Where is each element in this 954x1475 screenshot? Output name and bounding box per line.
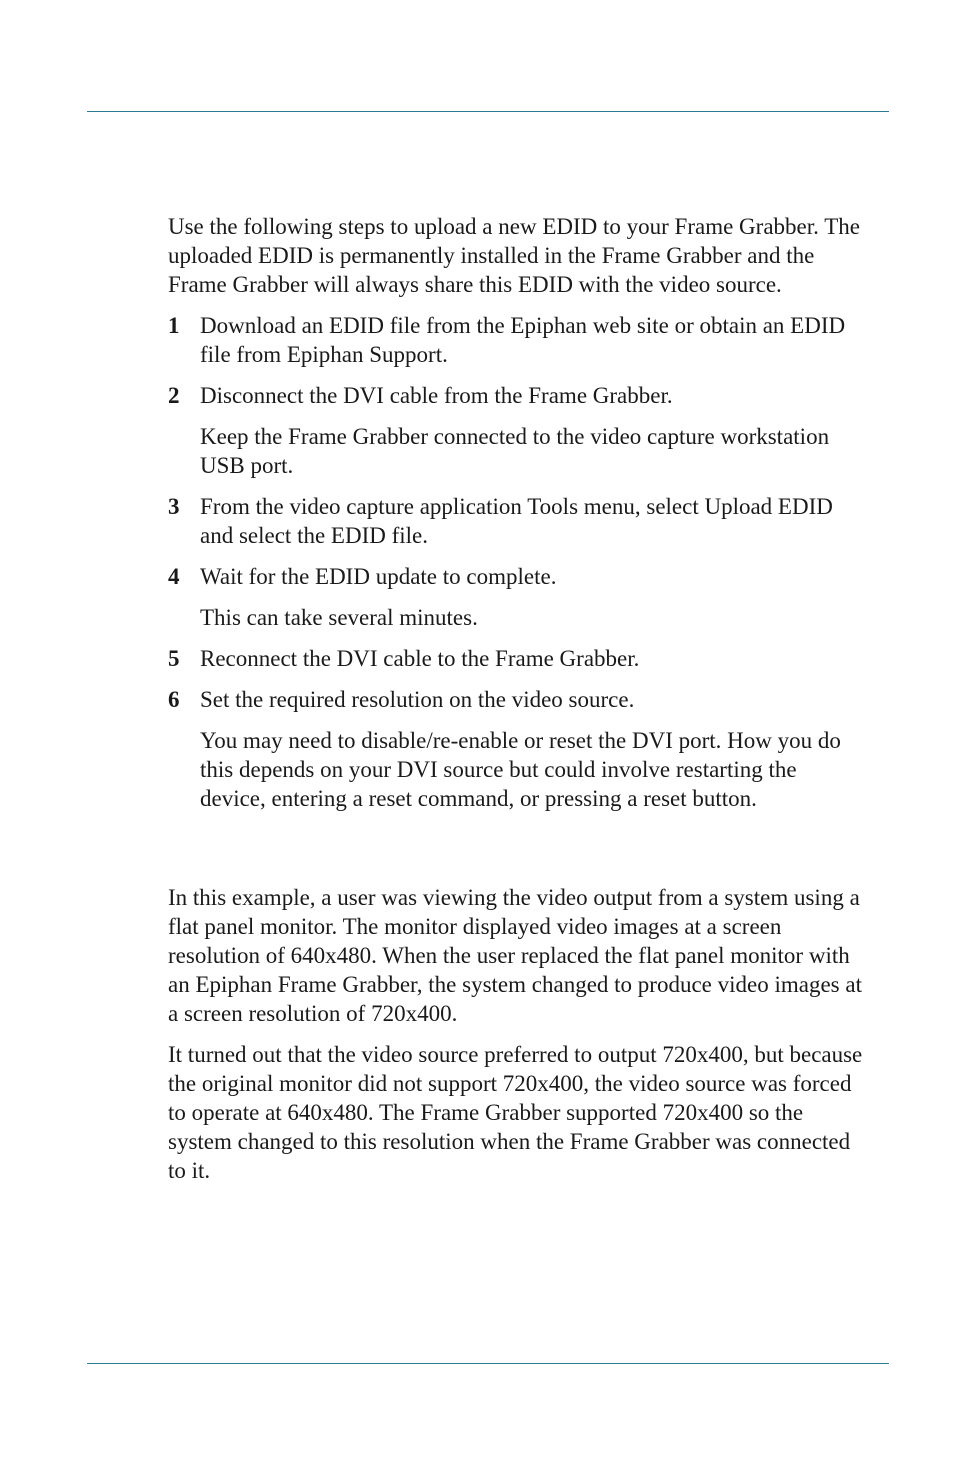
upload-steps-list [168,311,868,813]
step-item [168,381,868,410]
step-text: Set the required resolution on the video source. [200,687,635,712]
step-text: Wait for the EDID update to complete. [200,564,557,589]
section-spacer [168,825,868,883]
step-text: Download an EDID file from the Epiphan web site or obtain an EDID file from Epiphan Support. [200,313,846,367]
step-item [168,492,868,550]
example-paragraph-2: It turned out that the video source preferred to output 720x400, but because the original monitor did not support 720x400, the video source was forced to operate at 640x480. The Frame Grabber supported 720x400 so the system changed to this resolution when the Frame Grabber was connected to it. [168,1042,863,1183]
step-text: From the video capture application Tools menu, select Upload EDID and select the EDID file. [200,494,833,548]
step-item [168,311,868,369]
header-rule [87,111,889,112]
step-note: You may need to disable/re-enable or reset the DVI port. How you do this depends on your DVI source but could involve restarting the device, entering a reset command, or pressing a reset button. [200,728,841,811]
example-paragraph-1: In this example, a user was viewing the video output from a system using a flat panel monitor. The monitor displayed video images at a screen resolution of 640x480. When the user replaced the flat panel monitor with an Epiphan Frame Grabber, the system changed to produce video images at a screen resolution of 720x400. [168,885,862,1026]
step-text: Reconnect the DVI cable to the Frame Grabber. [200,646,640,671]
intro-paragraph: Use the following steps to upload a new EDID to your Frame Grabber. The uploaded EDID is permanently installed in the Frame Grabber and the Frame Grabber will always share this EDID with the video source. [168,214,860,297]
step-text: Disconnect the DVI cable from the Frame Grabber. [200,383,673,408]
step-number: 1 [168,313,180,338]
step-item [168,644,868,673]
document-body [168,212,868,1197]
footer-rule [87,1363,889,1364]
step-number: 3 [168,494,180,519]
step-number: 5 [168,646,180,671]
step-note: Keep the Frame Grabber connected to the video capture workstation USB port. [200,424,830,478]
step-note: This can take several minutes. [200,605,478,630]
step-number: 2 [168,383,180,408]
step-number: 6 [168,687,180,712]
step-item [168,562,868,591]
step-number: 4 [168,564,180,589]
step-item [168,685,868,714]
